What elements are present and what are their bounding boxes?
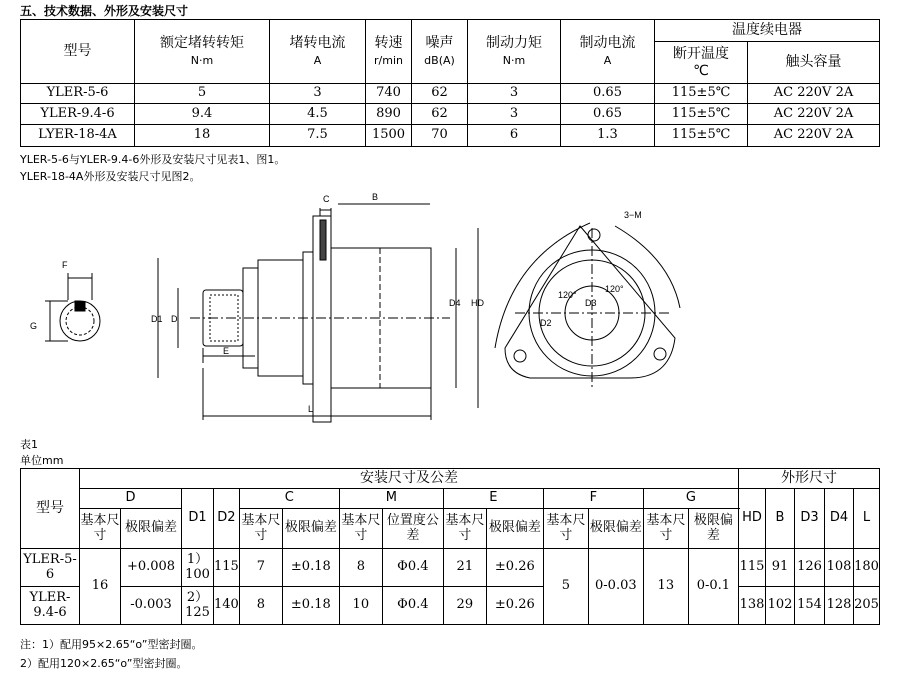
cell: 1.3 <box>561 125 655 147</box>
sub-base: 基本尺寸 <box>80 509 121 549</box>
cell: 0.65 <box>561 84 655 104</box>
grp-B: B <box>766 489 795 549</box>
label-angle-2: 120° <box>605 284 624 294</box>
label-L: L <box>308 404 314 414</box>
sub-tol: 极限偏差 <box>688 509 738 549</box>
cell: 154 <box>795 587 825 625</box>
cell: 2）125 <box>182 587 214 625</box>
cell: 0.65 <box>561 104 655 125</box>
label-3M: 3−M <box>624 210 642 220</box>
cell: -0.003 <box>121 587 182 625</box>
cell: YLER-5-6 <box>21 549 80 587</box>
col-brake-current: 制动电流 A <box>561 20 655 84</box>
cell: 5 <box>135 84 270 104</box>
cell: 21 <box>443 549 486 587</box>
col-noise: 噪声 dB(A) <box>412 20 468 84</box>
cell: YLER-9.4-6 <box>21 587 80 625</box>
unit-label: 单位mm <box>20 454 64 467</box>
cell: 1500 <box>366 125 412 147</box>
sub-pos-tol: 位置度公差 <box>382 509 443 549</box>
cell: 3 <box>270 84 366 104</box>
table-row <box>21 549 880 587</box>
cell: 138 <box>739 587 766 625</box>
label-D3: D3 <box>585 298 597 308</box>
col-brake-torque: 制动力矩 N·m <box>468 20 561 84</box>
cell: 890 <box>366 104 412 125</box>
motor-front-view <box>495 210 680 388</box>
sub-tol: 极限偏差 <box>121 509 182 549</box>
sub-base: 基本尺寸 <box>543 509 588 549</box>
col-off-temp: 断开温度 ℃ <box>655 42 748 84</box>
col-rated-torque: 额定堵转转矩 N·m <box>135 20 270 84</box>
cell: 13 <box>643 549 688 625</box>
cell: 140 <box>214 587 240 625</box>
label-D2: D2 <box>540 318 552 328</box>
cell: YLER-9.4-6 <box>21 104 135 125</box>
label-D: D <box>171 314 178 324</box>
cell: 128 <box>825 587 854 625</box>
cell: 91 <box>766 549 795 587</box>
grp-C: C <box>239 489 339 509</box>
note-line-1: YLER-5-6与YLER-9.4-6外形及安装尺寸见表1、图1。 <box>20 153 286 166</box>
cell: 0-0.03 <box>588 549 643 625</box>
technical-drawing <box>20 188 700 433</box>
cell: 205 <box>854 587 880 625</box>
cell: 5 <box>543 549 588 625</box>
sub-tol: 极限偏差 <box>282 509 339 549</box>
table1-label: 表1 <box>20 438 38 451</box>
sub-tol: 极限偏差 <box>588 509 643 549</box>
label-B: B <box>372 192 379 202</box>
sub-tol: 极限偏差 <box>486 509 543 549</box>
spec-table <box>20 19 880 147</box>
cell: LYER-18-4A <box>21 125 135 147</box>
motor-side-view <box>151 192 484 422</box>
col-stall-current: 堵转电流 A <box>270 20 366 84</box>
sub-base: 基本尺寸 <box>339 509 382 549</box>
cell: Φ0.4 <box>382 549 443 587</box>
grp-HD: HD <box>739 489 766 549</box>
cell: 29 <box>443 587 486 625</box>
label-E: E <box>223 346 230 356</box>
label-G: G <box>30 321 38 331</box>
cell: 115±5℃ <box>655 125 748 147</box>
col-contact: 触头容量 <box>748 42 880 84</box>
section-heading: 五、技术数据、外形及安装尺寸 <box>20 4 189 18</box>
col-model: 型号 <box>21 469 80 549</box>
label-C: C <box>323 194 330 204</box>
col-relay: 温度续电器 <box>655 20 880 42</box>
cell: 3 <box>468 84 561 104</box>
cell: AC 220V 2A <box>748 84 880 104</box>
cell: 62 <box>412 84 468 104</box>
table-row <box>21 587 880 625</box>
label-D1: D1 <box>151 314 163 324</box>
footnote-2: 2）配用120×2.65“o”型密封圈。 <box>20 657 188 670</box>
cell: AC 220V 2A <box>748 104 880 125</box>
grp-E: E <box>443 489 543 509</box>
cell: 62 <box>412 104 468 125</box>
cell: 4.5 <box>270 104 366 125</box>
grp-F: F <box>543 489 643 509</box>
cell: 10 <box>339 587 382 625</box>
sub-base: 基本尺寸 <box>443 509 486 549</box>
cell: 16 <box>80 549 121 625</box>
cell: 7.5 <box>270 125 366 147</box>
footnote-1: 注：1）配用95×2.65“o”型密封圈。 <box>20 638 203 651</box>
cell: 18 <box>135 125 270 147</box>
sub-base: 基本尺寸 <box>239 509 282 549</box>
grp-D3: D3 <box>795 489 825 549</box>
grp-D1: D1 <box>182 489 214 549</box>
grp-M: M <box>339 489 443 509</box>
table-row <box>21 125 880 147</box>
sub-base: 基本尺寸 <box>643 509 688 549</box>
grp-D4: D4 <box>825 489 854 549</box>
cell: 8 <box>239 587 282 625</box>
cell: ±0.26 <box>486 549 543 587</box>
cell: 7 <box>239 549 282 587</box>
cell: 70 <box>412 125 468 147</box>
cell: 115±5℃ <box>655 104 748 125</box>
cell: 115 <box>214 549 240 587</box>
cell: 126 <box>795 549 825 587</box>
cell: +0.008 <box>121 549 182 587</box>
cell: YLER-5-6 <box>21 84 135 104</box>
cell: 8 <box>339 549 382 587</box>
col-speed: 转速 r/min <box>366 20 412 84</box>
cell: 102 <box>766 587 795 625</box>
col-install: 安装尺寸及公差 <box>80 469 739 489</box>
col-outline: 外形尺寸 <box>739 469 880 489</box>
label-HD: HD <box>471 298 484 308</box>
cell: 740 <box>366 84 412 104</box>
label-angle-1: 120° <box>558 290 577 300</box>
grp-D: D <box>80 489 182 509</box>
table-row <box>21 84 880 104</box>
grp-D2: D2 <box>214 489 240 549</box>
label-F: F <box>62 260 68 270</box>
col-model: 型号 <box>21 20 135 84</box>
dimension-table <box>20 468 880 625</box>
cell: 9.4 <box>135 104 270 125</box>
cell: 3 <box>468 104 561 125</box>
grp-G: G <box>643 489 738 509</box>
cell: 115±5℃ <box>655 84 748 104</box>
table-row <box>21 104 880 125</box>
cell: ±0.26 <box>486 587 543 625</box>
grp-L: L <box>854 489 880 549</box>
cell: 6 <box>468 125 561 147</box>
cell: ±0.18 <box>282 587 339 625</box>
note-line-2: YLER-18-4A外形及安装尺寸见图2。 <box>20 170 201 183</box>
cell: 0-0.1 <box>688 549 738 625</box>
cell: 108 <box>825 549 854 587</box>
cell: 1）100 <box>182 549 214 587</box>
cell: AC 220V 2A <box>748 125 880 147</box>
shaft-section-drawing <box>30 260 100 341</box>
cell: 115 <box>739 549 766 587</box>
cell: 180 <box>854 549 880 587</box>
cell: Φ0.4 <box>382 587 443 625</box>
label-D4: D4 <box>449 298 461 308</box>
cell: ±0.18 <box>282 549 339 587</box>
